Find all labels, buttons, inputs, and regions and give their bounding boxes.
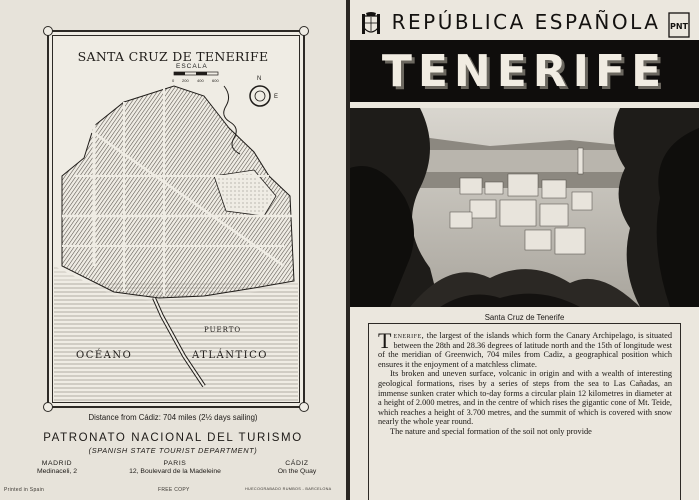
scale-tick: 0	[172, 78, 175, 83]
office-madrid	[22, 460, 92, 476]
paragraph	[378, 328, 672, 369]
office-city: MADRID	[41, 460, 73, 467]
scale-tick: 400	[197, 78, 204, 83]
coat-of-arms-icon	[360, 12, 382, 38]
frame-corner-ornament	[43, 26, 53, 36]
left-page	[0, 0, 346, 500]
map-label-puerto: PUERTO	[204, 326, 242, 334]
photo-caption: Santa Cruz de Tenerife	[484, 313, 565, 322]
pnt-logo-icon	[668, 12, 690, 38]
paragraph-text: the largest of the islands which form the Canary Archipelago, is situated between the 28th and 28.36 degrees of latitude north and the 15th of longitude west of the meridian of Greenwich, 704 miles from Cadiz, a geographical position which ensures it the enjoyment of a matchless climate.	[378, 331, 672, 369]
city-map	[54, 66, 298, 402]
compass-e-label: E	[274, 94, 279, 100]
right-page	[350, 0, 699, 500]
body-text	[378, 328, 672, 437]
patronato-subheading: (SPANISH STATE TOURIST DEPARTMENT)	[88, 446, 258, 455]
office-city: PARIS	[163, 460, 187, 467]
map-title: SANTA CRUZ DE TENERIFE	[77, 49, 269, 64]
drop-cap: T	[378, 328, 392, 353]
distance-caption: Distance from Cádiz: 704 miles (2½ days sailing)	[88, 413, 258, 422]
frame-corner-ornament	[43, 402, 53, 412]
map-scale-label: ESCALA	[176, 63, 208, 70]
map-label-oceano: OCÉANO	[76, 350, 133, 361]
lead-word: enerife,	[393, 331, 425, 340]
scale-tick: 600	[212, 78, 219, 83]
office-cadiz	[262, 460, 332, 476]
office-paris	[110, 460, 240, 476]
office-city: CÁDIZ	[285, 460, 309, 467]
office-address: On the Quay	[277, 468, 317, 475]
frame-corner-ornament	[299, 26, 309, 36]
scale-tick: 200	[182, 78, 189, 83]
page-title: TENERIFE	[381, 46, 668, 97]
paragraph: The nature and special formation of the soil not only provide	[390, 426, 592, 436]
patronato-heading: PATRONATO NACIONAL DEL TURISMO	[43, 432, 303, 444]
frame-corner-ornament	[299, 402, 309, 412]
printed-in-label: Printed in Spain	[4, 487, 45, 493]
compass-rose	[250, 86, 270, 106]
free-copy-label: FREE COPY	[158, 487, 190, 493]
pnt-logo-text: PNT	[669, 22, 689, 31]
map-label-atlantico: ATLÁNTICO	[192, 350, 268, 361]
printer-label: HUECOGRABADO RUMBOS - BARCELONA	[245, 487, 332, 491]
city-photo	[350, 108, 699, 307]
office-address: 12, Boulevard de la Madeleine	[129, 468, 221, 475]
office-address: Medinaceli, 2	[36, 468, 78, 475]
republic-header: REPÚBLICA ESPAÑOLA	[391, 10, 661, 34]
compass-n-label: N	[257, 76, 262, 82]
paragraph: Its broken and uneven surface, volcanic in origin and with a wealth of interesting geological formations, rises by a series of steps from the sea to Las Cañadas, an immense sunken crater which to-day forms a circular plain 12 kilometres in diameter at a height of 2.000 metres, and in the centre of which rises the gigantic cone of Mt. Teide, which reaches a height of 3.700 metres, and the summit of which is covered with snow nearly the whole year round.	[378, 369, 672, 427]
